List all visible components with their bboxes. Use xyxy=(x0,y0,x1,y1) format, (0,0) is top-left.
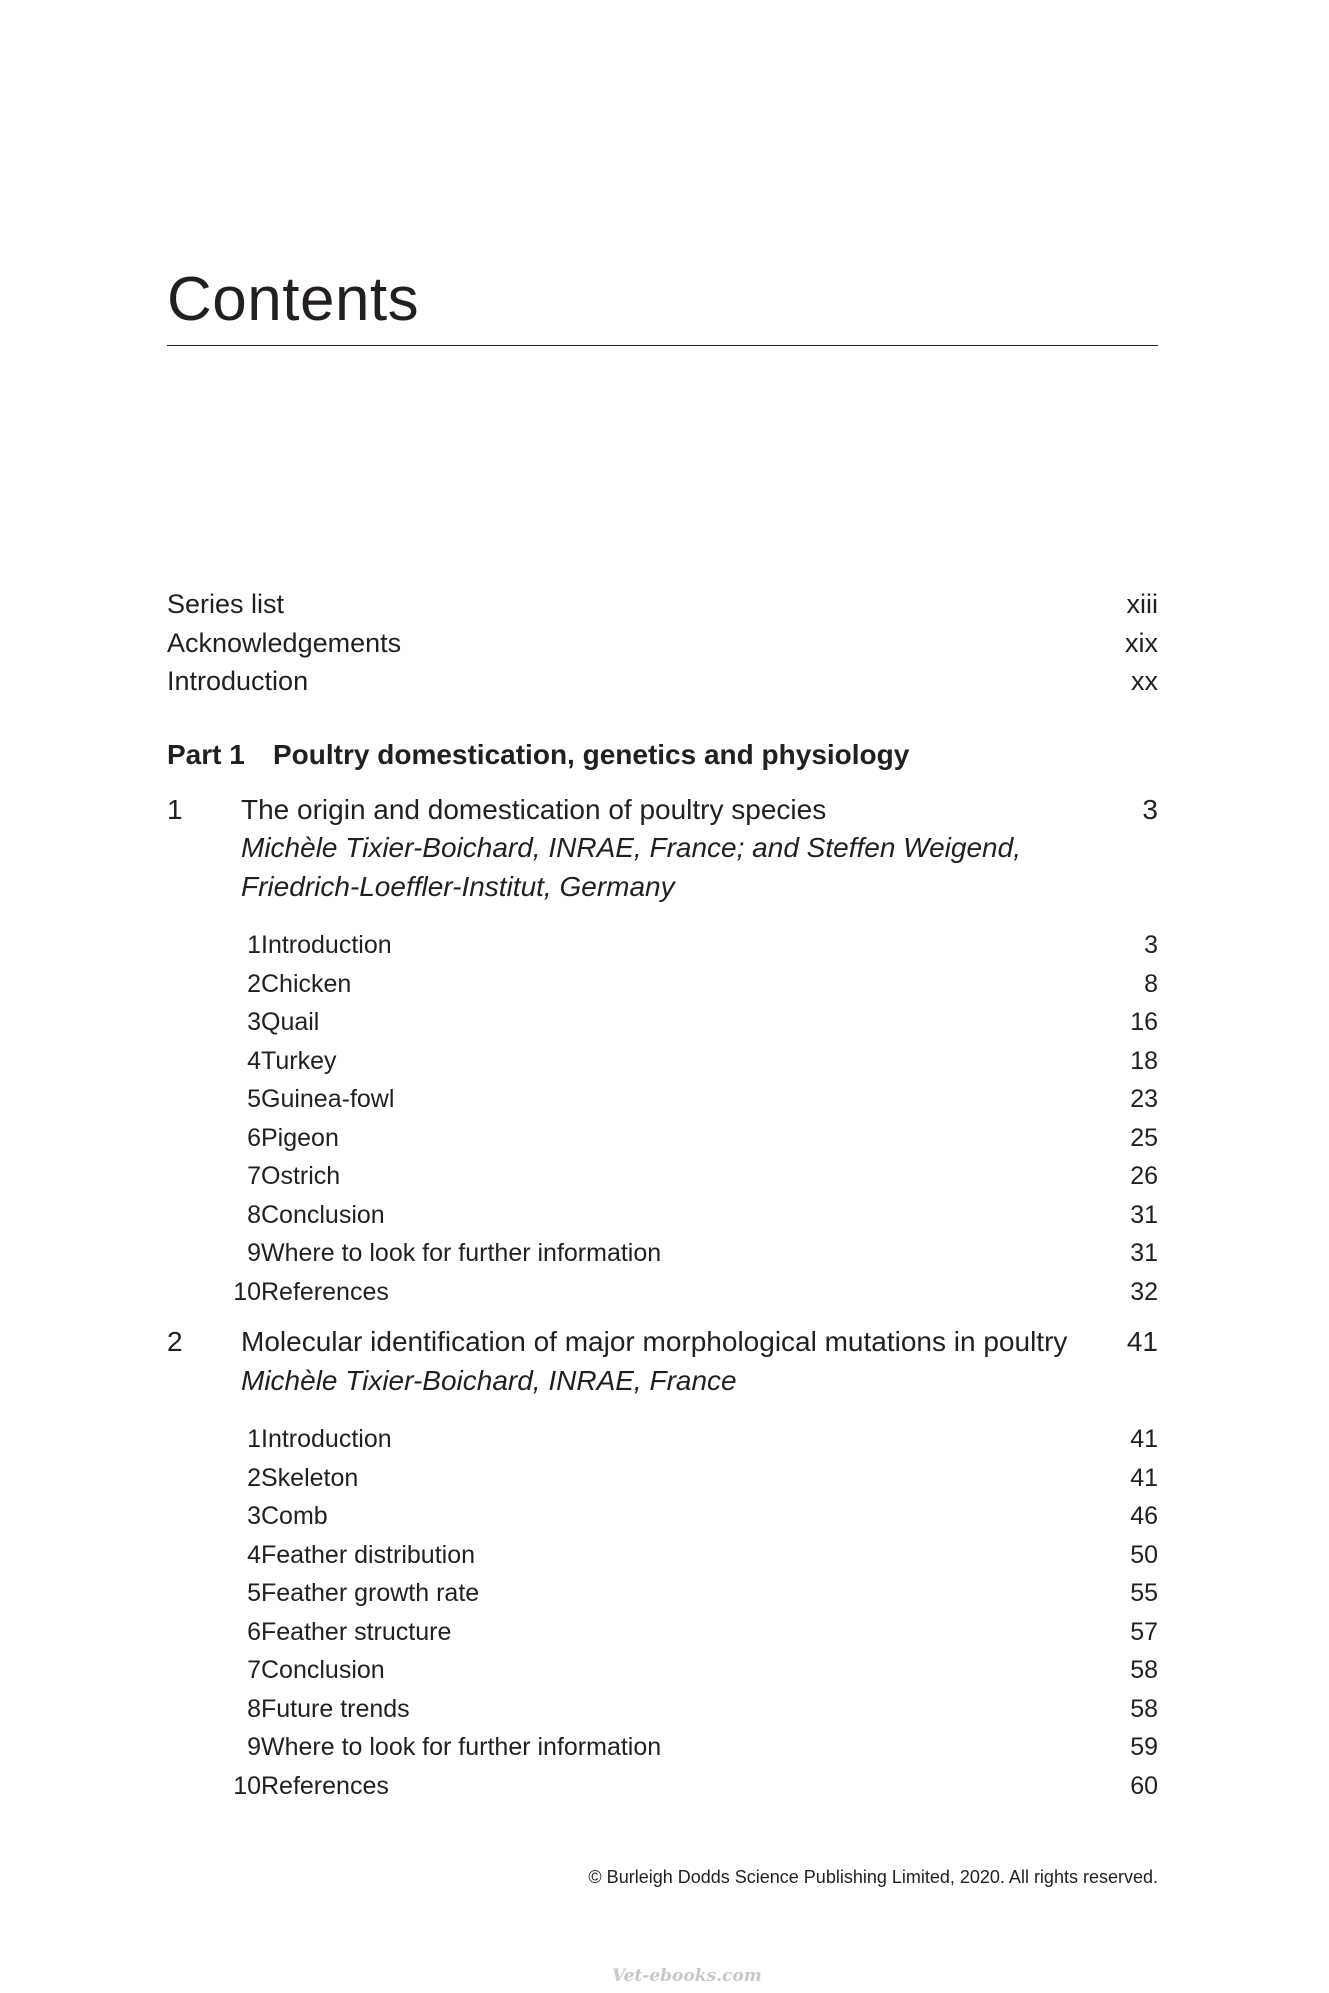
toc-entry-introduction[interactable] xyxy=(167,662,1158,701)
section-number: 10 xyxy=(233,1277,261,1306)
section-label: Where to look for further information xyxy=(261,1239,662,1267)
section-page: 31 xyxy=(1130,1200,1158,1229)
chapter-number: 1 xyxy=(167,793,183,825)
section-number: 8 xyxy=(247,1694,261,1723)
section-label: Quail xyxy=(261,1008,320,1036)
section-label: Ostrich xyxy=(261,1162,341,1190)
section-label: Feather growth rate xyxy=(261,1579,480,1607)
section-label: Pigeon xyxy=(261,1123,339,1152)
section-label: Conclusion xyxy=(261,1200,385,1229)
section-number: 6 xyxy=(247,1617,261,1646)
chapter-number: 2 xyxy=(167,1326,183,1357)
toc-entry-page: xx xyxy=(1131,666,1158,696)
section-number: 8 xyxy=(247,1200,261,1229)
section-page: 32 xyxy=(1130,1277,1158,1306)
section-label: Conclusion xyxy=(261,1656,385,1684)
section-number: 4 xyxy=(247,1540,261,1569)
section-label: Turkey xyxy=(261,1046,337,1075)
section-entry[interactable] xyxy=(167,1420,1158,1459)
section-number: 7 xyxy=(247,1656,261,1684)
section-label: Guinea-fowl xyxy=(261,1085,395,1113)
section-page: 59 xyxy=(1130,1733,1158,1761)
section-number: 6 xyxy=(247,1123,261,1152)
toc-entry-label: Acknowledgements xyxy=(167,627,402,658)
section-number: 9 xyxy=(247,1733,261,1761)
toc-entry-page: xiii xyxy=(1126,589,1158,619)
section-entry[interactable] xyxy=(167,1080,1158,1119)
section-entry[interactable] xyxy=(167,1196,1158,1235)
toc-entry-label: Series list xyxy=(167,589,285,619)
section-label: Introduction xyxy=(261,931,392,959)
chapter-sections xyxy=(167,926,1158,1311)
section-label: References xyxy=(261,1277,389,1306)
toc-entry-label: Introduction xyxy=(167,666,309,696)
section-page: 3 xyxy=(1144,931,1158,959)
section-page: 46 xyxy=(1130,1502,1158,1530)
section-number: 7 xyxy=(247,1162,261,1190)
section-page: 58 xyxy=(1130,1656,1158,1684)
chapter-authors xyxy=(241,1362,1158,1401)
section-number: 5 xyxy=(247,1579,261,1607)
section-entry[interactable] xyxy=(167,1690,1158,1729)
section-label: References xyxy=(261,1771,389,1800)
section-label: Comb xyxy=(261,1502,328,1530)
section-entry[interactable] xyxy=(167,1497,1158,1536)
section-number: 1 xyxy=(247,931,261,959)
section-page: 41 xyxy=(1130,1425,1158,1453)
section-entry[interactable] xyxy=(167,1234,1158,1273)
section-label: Feather structure xyxy=(261,1617,452,1646)
section-page: 16 xyxy=(1130,1008,1158,1036)
section-label: Skeleton xyxy=(261,1463,359,1492)
watermark: Vet-ebooks.com xyxy=(612,1966,762,1986)
section-number: 9 xyxy=(247,1239,261,1267)
section-entry[interactable] xyxy=(167,1119,1158,1158)
section-label: Future trends xyxy=(261,1694,410,1723)
section-number: 4 xyxy=(247,1046,261,1075)
chapter-author-line: Michèle Tixier-Boichard, INRAE, France xyxy=(241,1364,737,1396)
chapter-page: 41 xyxy=(1126,1326,1158,1357)
chapter-1 xyxy=(167,791,1158,1312)
section-entry[interactable] xyxy=(167,1574,1158,1613)
section-page: 60 xyxy=(1130,1771,1158,1800)
copyright-notice: © Burleigh Dodds Science Publishing Limited, 2020. All rights reserved. xyxy=(588,1867,1158,1887)
part-number: Part 1 xyxy=(167,738,245,770)
chapter-title[interactable]: The origin and domestication of poultry species xyxy=(241,793,827,825)
section-number: 2 xyxy=(247,969,261,998)
section-page: 8 xyxy=(1144,969,1158,998)
section-entry[interactable] xyxy=(167,965,1158,1004)
section-entry[interactable] xyxy=(167,1767,1158,1806)
toc-entry-series-list[interactable] xyxy=(167,585,1158,624)
title-rule xyxy=(167,345,1158,346)
section-entry[interactable] xyxy=(167,1651,1158,1690)
section-entry[interactable] xyxy=(167,1536,1158,1575)
section-label: Chicken xyxy=(261,969,352,998)
section-page: 26 xyxy=(1130,1162,1158,1190)
section-entry[interactable] xyxy=(167,1157,1158,1196)
toc-entry-page: xix xyxy=(1125,627,1158,658)
section-entry[interactable] xyxy=(167,1273,1158,1312)
section-page: 58 xyxy=(1130,1694,1158,1723)
section-entry[interactable] xyxy=(167,1042,1158,1081)
section-entry[interactable] xyxy=(167,1728,1158,1767)
section-page: 31 xyxy=(1130,1239,1158,1267)
part-title: Poultry domestication, genetics and physiology xyxy=(273,738,910,770)
section-page: 23 xyxy=(1130,1085,1158,1113)
section-page: 57 xyxy=(1130,1617,1158,1646)
section-label: Where to look for further information xyxy=(261,1733,662,1761)
chapter-title[interactable]: Molecular identification of major morphological mutations in poultry xyxy=(241,1326,1068,1357)
part-heading xyxy=(167,735,1158,775)
chapter-author-line: Michèle Tixier-Boichard, INRAE, France; and Steffen Weigend, xyxy=(241,832,1021,863)
chapter-page: 3 xyxy=(1142,793,1158,825)
toc-entry-acknowledgements[interactable] xyxy=(167,624,1158,663)
section-number: 10 xyxy=(233,1771,261,1800)
section-page: 50 xyxy=(1130,1540,1158,1569)
section-number: 2 xyxy=(247,1463,261,1492)
chapter-authors xyxy=(241,829,1158,906)
section-number: 1 xyxy=(247,1425,261,1453)
section-entry[interactable] xyxy=(167,1459,1158,1498)
section-label: Feather distribution xyxy=(261,1540,476,1569)
chapter-author-line: Friedrich-Loeffler-Institut, Germany xyxy=(241,870,675,902)
section-entry[interactable] xyxy=(167,1003,1158,1042)
section-page: 41 xyxy=(1130,1463,1158,1492)
section-page: 18 xyxy=(1130,1046,1158,1075)
section-number: 5 xyxy=(247,1085,261,1113)
section-number: 3 xyxy=(247,1502,261,1530)
page-title: Contents xyxy=(167,265,420,334)
section-number: 3 xyxy=(247,1008,261,1036)
section-entry[interactable] xyxy=(167,926,1158,965)
chapter-sections xyxy=(167,1420,1158,1805)
section-page: 25 xyxy=(1130,1123,1158,1152)
table-of-contents xyxy=(167,585,1158,1817)
section-label: Introduction xyxy=(261,1425,392,1453)
section-page: 55 xyxy=(1130,1579,1158,1607)
chapter-2 xyxy=(167,1323,1158,1805)
section-entry[interactable] xyxy=(167,1613,1158,1652)
